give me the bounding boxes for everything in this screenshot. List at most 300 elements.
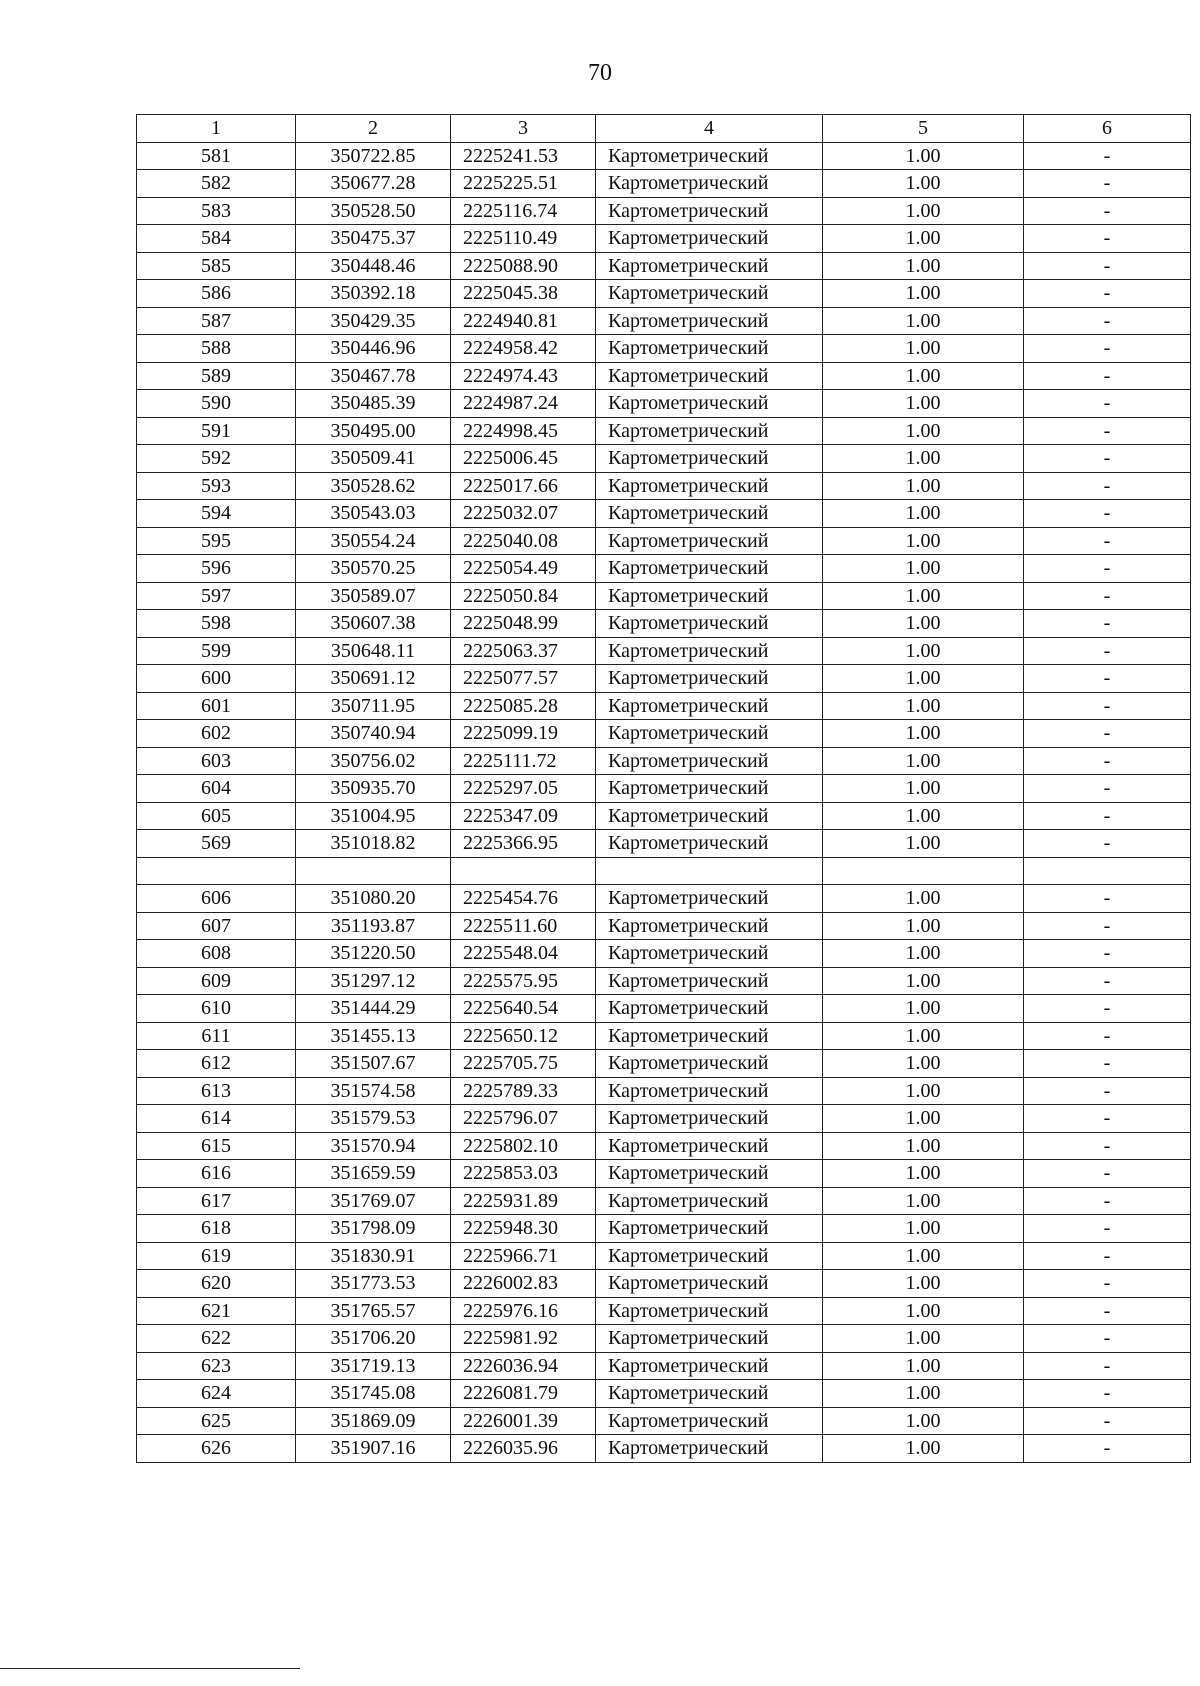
point-number-cell: 616 bbox=[137, 1160, 296, 1188]
point-number-cell: 589 bbox=[137, 362, 296, 390]
point-number-cell: 608 bbox=[137, 940, 296, 968]
table-row bbox=[137, 1215, 1191, 1243]
method-cell: Картометрический bbox=[596, 500, 823, 528]
accuracy-cell: 1.00 bbox=[823, 142, 1024, 170]
y-coordinate-cell: 2226001.39 bbox=[451, 1407, 596, 1435]
note-cell: - bbox=[1024, 225, 1191, 253]
y-coordinate-cell: 2225241.53 bbox=[451, 142, 596, 170]
point-number-cell: 582 bbox=[137, 170, 296, 198]
point-number-cell: 584 bbox=[137, 225, 296, 253]
x-coordinate-cell: 350509.41 bbox=[296, 445, 451, 473]
table-row bbox=[137, 170, 1191, 198]
method-cell: Картометрический bbox=[596, 445, 823, 473]
note-cell: - bbox=[1024, 1077, 1191, 1105]
method-cell: Картометрический bbox=[596, 1050, 823, 1078]
method-cell: Картометрический bbox=[596, 582, 823, 610]
note-cell: - bbox=[1024, 582, 1191, 610]
point-number-cell: 606 bbox=[137, 885, 296, 913]
table-row bbox=[137, 857, 1191, 885]
x-coordinate-cell: 351579.53 bbox=[296, 1105, 451, 1133]
point-number-cell: 623 bbox=[137, 1352, 296, 1380]
x-coordinate-cell: 351706.20 bbox=[296, 1325, 451, 1353]
x-coordinate-cell: 350485.39 bbox=[296, 390, 451, 418]
note-cell: - bbox=[1024, 995, 1191, 1023]
x-coordinate-cell: 351907.16 bbox=[296, 1435, 451, 1463]
y-coordinate-cell: 2225705.75 bbox=[451, 1050, 596, 1078]
point-number-cell: 619 bbox=[137, 1242, 296, 1270]
note-cell: - bbox=[1024, 885, 1191, 913]
accuracy-cell: 1.00 bbox=[823, 1160, 1024, 1188]
y-coordinate-cell: 2225040.08 bbox=[451, 527, 596, 555]
table-row bbox=[137, 1242, 1191, 1270]
note-cell: - bbox=[1024, 335, 1191, 363]
x-coordinate-cell: 350528.50 bbox=[296, 197, 451, 225]
x-coordinate-cell: 351765.57 bbox=[296, 1297, 451, 1325]
y-coordinate-cell: 2226002.83 bbox=[451, 1270, 596, 1298]
table-row bbox=[137, 500, 1191, 528]
accuracy-cell: 1.00 bbox=[823, 280, 1024, 308]
table-row bbox=[137, 197, 1191, 225]
accuracy-cell: 1.00 bbox=[823, 720, 1024, 748]
accuracy-cell: 1.00 bbox=[823, 417, 1024, 445]
method-cell: Картометрический bbox=[596, 197, 823, 225]
point-number-cell: 614 bbox=[137, 1105, 296, 1133]
accuracy-cell: 1.00 bbox=[823, 967, 1024, 995]
note-cell: - bbox=[1024, 1215, 1191, 1243]
table-row bbox=[137, 142, 1191, 170]
x-coordinate-cell: 351769.07 bbox=[296, 1187, 451, 1215]
accuracy-cell: 1.00 bbox=[823, 1132, 1024, 1160]
accuracy-cell: 1.00 bbox=[823, 1380, 1024, 1408]
accuracy-cell: 1.00 bbox=[823, 252, 1024, 280]
accuracy-cell: 1.00 bbox=[823, 197, 1024, 225]
x-coordinate-cell: 351869.09 bbox=[296, 1407, 451, 1435]
y-coordinate-cell: 2225548.04 bbox=[451, 940, 596, 968]
x-coordinate-cell: 350448.46 bbox=[296, 252, 451, 280]
y-coordinate-cell: 2224987.24 bbox=[451, 390, 596, 418]
point-number-cell: 610 bbox=[137, 995, 296, 1023]
accuracy-cell: 1.00 bbox=[823, 995, 1024, 1023]
note-cell: - bbox=[1024, 197, 1191, 225]
table-row bbox=[137, 912, 1191, 940]
table-row bbox=[137, 472, 1191, 500]
method-cell: Картометрический bbox=[596, 335, 823, 363]
table-row bbox=[137, 692, 1191, 720]
table-row bbox=[137, 362, 1191, 390]
accuracy-cell bbox=[823, 857, 1024, 885]
table-row bbox=[137, 1435, 1191, 1463]
note-cell: - bbox=[1024, 720, 1191, 748]
method-cell: Картометрический bbox=[596, 1270, 823, 1298]
point-number-cell: 602 bbox=[137, 720, 296, 748]
note-cell: - bbox=[1024, 1132, 1191, 1160]
x-coordinate-cell: 350756.02 bbox=[296, 747, 451, 775]
table-row bbox=[137, 225, 1191, 253]
table-row bbox=[137, 1407, 1191, 1435]
note-cell: - bbox=[1024, 280, 1191, 308]
note-cell: - bbox=[1024, 1435, 1191, 1463]
note-cell: - bbox=[1024, 747, 1191, 775]
accuracy-cell: 1.00 bbox=[823, 830, 1024, 858]
y-coordinate-cell: 2225054.49 bbox=[451, 555, 596, 583]
accuracy-cell: 1.00 bbox=[823, 692, 1024, 720]
point-number-cell: 618 bbox=[137, 1215, 296, 1243]
note-cell: - bbox=[1024, 362, 1191, 390]
accuracy-cell: 1.00 bbox=[823, 582, 1024, 610]
x-coordinate-cell: 350495.00 bbox=[296, 417, 451, 445]
method-cell: Картометрический bbox=[596, 390, 823, 418]
y-coordinate-cell: 2225789.33 bbox=[451, 1077, 596, 1105]
point-number-cell: 591 bbox=[137, 417, 296, 445]
method-cell: Картометрический bbox=[596, 472, 823, 500]
x-coordinate-cell: 350467.78 bbox=[296, 362, 451, 390]
coordinates-table bbox=[136, 114, 1191, 1463]
point-number-cell: 622 bbox=[137, 1325, 296, 1353]
x-coordinate-cell: 350570.25 bbox=[296, 555, 451, 583]
x-coordinate-cell: 350711.95 bbox=[296, 692, 451, 720]
point-number-cell: 596 bbox=[137, 555, 296, 583]
accuracy-cell: 1.00 bbox=[823, 362, 1024, 390]
method-cell: Картометрический bbox=[596, 1407, 823, 1435]
accuracy-cell: 1.00 bbox=[823, 500, 1024, 528]
table-row bbox=[137, 280, 1191, 308]
table-row bbox=[137, 610, 1191, 638]
point-number-cell: 604 bbox=[137, 775, 296, 803]
x-coordinate-cell: 350607.38 bbox=[296, 610, 451, 638]
point-number-cell: 617 bbox=[137, 1187, 296, 1215]
point-number-cell: 603 bbox=[137, 747, 296, 775]
accuracy-cell: 1.00 bbox=[823, 1435, 1024, 1463]
y-coordinate-cell: 2225347.09 bbox=[451, 802, 596, 830]
accuracy-cell: 1.00 bbox=[823, 885, 1024, 913]
x-coordinate-cell: 350691.12 bbox=[296, 665, 451, 693]
x-coordinate-cell: 351507.67 bbox=[296, 1050, 451, 1078]
point-number-cell: 581 bbox=[137, 142, 296, 170]
accuracy-cell: 1.00 bbox=[823, 1022, 1024, 1050]
table-row bbox=[137, 720, 1191, 748]
point-number-cell: 612 bbox=[137, 1050, 296, 1078]
method-cell bbox=[596, 857, 823, 885]
method-cell: Картометрический bbox=[596, 940, 823, 968]
table-row bbox=[137, 417, 1191, 445]
point-number-cell: 594 bbox=[137, 500, 296, 528]
table-row bbox=[137, 802, 1191, 830]
point-number-cell: 592 bbox=[137, 445, 296, 473]
table-row bbox=[137, 1325, 1191, 1353]
table-row bbox=[137, 1297, 1191, 1325]
y-coordinate-cell: 2225575.95 bbox=[451, 967, 596, 995]
method-cell: Картометрический bbox=[596, 417, 823, 445]
x-coordinate-cell: 351004.95 bbox=[296, 802, 451, 830]
x-coordinate-cell: 351719.13 bbox=[296, 1352, 451, 1380]
table-body bbox=[137, 142, 1191, 1462]
note-cell: - bbox=[1024, 802, 1191, 830]
method-cell: Картометрический bbox=[596, 1215, 823, 1243]
note-cell: - bbox=[1024, 1270, 1191, 1298]
column-header-1: 1 bbox=[137, 115, 296, 143]
point-number-cell: 615 bbox=[137, 1132, 296, 1160]
y-coordinate-cell bbox=[451, 857, 596, 885]
x-coordinate-cell: 351798.09 bbox=[296, 1215, 451, 1243]
method-cell: Картометрический bbox=[596, 637, 823, 665]
note-cell: - bbox=[1024, 252, 1191, 280]
y-coordinate-cell: 2224998.45 bbox=[451, 417, 596, 445]
note-cell: - bbox=[1024, 912, 1191, 940]
note-cell: - bbox=[1024, 1187, 1191, 1215]
x-coordinate-cell: 351444.29 bbox=[296, 995, 451, 1023]
note-cell: - bbox=[1024, 417, 1191, 445]
method-cell: Картометрический bbox=[596, 1077, 823, 1105]
method-cell: Картометрический bbox=[596, 885, 823, 913]
x-coordinate-cell: 351570.94 bbox=[296, 1132, 451, 1160]
accuracy-cell: 1.00 bbox=[823, 527, 1024, 555]
column-header-4: 4 bbox=[596, 115, 823, 143]
table-row bbox=[137, 527, 1191, 555]
x-coordinate-cell: 351018.82 bbox=[296, 830, 451, 858]
y-coordinate-cell: 2225796.07 bbox=[451, 1105, 596, 1133]
column-header-6: 6 bbox=[1024, 115, 1191, 143]
method-cell: Картометрический bbox=[596, 830, 823, 858]
note-cell: - bbox=[1024, 390, 1191, 418]
x-coordinate-cell: 351297.12 bbox=[296, 967, 451, 995]
point-number-cell: 625 bbox=[137, 1407, 296, 1435]
note-cell: - bbox=[1024, 170, 1191, 198]
x-coordinate-cell: 351080.20 bbox=[296, 885, 451, 913]
table-row bbox=[137, 307, 1191, 335]
method-cell: Картометрический bbox=[596, 1187, 823, 1215]
accuracy-cell: 1.00 bbox=[823, 225, 1024, 253]
y-coordinate-cell: 2225802.10 bbox=[451, 1132, 596, 1160]
note-cell: - bbox=[1024, 1242, 1191, 1270]
y-coordinate-cell: 2225511.60 bbox=[451, 912, 596, 940]
method-cell: Картометрический bbox=[596, 1297, 823, 1325]
point-number-cell: 588 bbox=[137, 335, 296, 363]
x-coordinate-cell: 351773.53 bbox=[296, 1270, 451, 1298]
table-row bbox=[137, 1352, 1191, 1380]
table-row bbox=[137, 582, 1191, 610]
y-coordinate-cell: 2225111.72 bbox=[451, 747, 596, 775]
table-row bbox=[137, 1187, 1191, 1215]
table-row bbox=[137, 1050, 1191, 1078]
x-coordinate-cell: 351220.50 bbox=[296, 940, 451, 968]
point-number-cell: 599 bbox=[137, 637, 296, 665]
y-coordinate-cell: 2225110.49 bbox=[451, 225, 596, 253]
y-coordinate-cell: 2225077.57 bbox=[451, 665, 596, 693]
x-coordinate-cell: 351574.58 bbox=[296, 1077, 451, 1105]
y-coordinate-cell: 2225966.71 bbox=[451, 1242, 596, 1270]
point-number-cell: 586 bbox=[137, 280, 296, 308]
column-header-5: 5 bbox=[823, 115, 1024, 143]
y-coordinate-cell: 2225116.74 bbox=[451, 197, 596, 225]
method-cell: Картометрический bbox=[596, 610, 823, 638]
note-cell: - bbox=[1024, 1297, 1191, 1325]
x-coordinate-cell: 350528.62 bbox=[296, 472, 451, 500]
x-coordinate-cell: 350543.03 bbox=[296, 500, 451, 528]
note-cell: - bbox=[1024, 940, 1191, 968]
x-coordinate-cell: 351745.08 bbox=[296, 1380, 451, 1408]
table-row bbox=[137, 967, 1191, 995]
method-cell: Картометрический bbox=[596, 170, 823, 198]
method-cell: Картометрический bbox=[596, 1325, 823, 1353]
y-coordinate-cell: 2225948.30 bbox=[451, 1215, 596, 1243]
accuracy-cell: 1.00 bbox=[823, 390, 1024, 418]
point-number-cell: 600 bbox=[137, 665, 296, 693]
point-number-cell: 611 bbox=[137, 1022, 296, 1050]
note-cell: - bbox=[1024, 610, 1191, 638]
x-coordinate-cell: 350740.94 bbox=[296, 720, 451, 748]
note-cell: - bbox=[1024, 500, 1191, 528]
y-coordinate-cell: 2226081.79 bbox=[451, 1380, 596, 1408]
y-coordinate-cell: 2225931.89 bbox=[451, 1187, 596, 1215]
x-coordinate-cell: 350677.28 bbox=[296, 170, 451, 198]
table-row bbox=[137, 1270, 1191, 1298]
table-row bbox=[137, 665, 1191, 693]
point-number-cell: 607 bbox=[137, 912, 296, 940]
note-cell: - bbox=[1024, 1022, 1191, 1050]
accuracy-cell: 1.00 bbox=[823, 1352, 1024, 1380]
table-row bbox=[137, 637, 1191, 665]
y-coordinate-cell: 2225006.45 bbox=[451, 445, 596, 473]
accuracy-cell: 1.00 bbox=[823, 1215, 1024, 1243]
method-cell: Картометрический bbox=[596, 555, 823, 583]
point-number-cell bbox=[137, 857, 296, 885]
method-cell: Картометрический bbox=[596, 280, 823, 308]
y-coordinate-cell: 2225088.90 bbox=[451, 252, 596, 280]
x-coordinate-cell: 350475.37 bbox=[296, 225, 451, 253]
page-number: 70 bbox=[588, 60, 612, 86]
y-coordinate-cell: 2225063.37 bbox=[451, 637, 596, 665]
note-cell: - bbox=[1024, 527, 1191, 555]
note-cell: - bbox=[1024, 1050, 1191, 1078]
point-number-cell: 593 bbox=[137, 472, 296, 500]
y-coordinate-cell: 2225976.16 bbox=[451, 1297, 596, 1325]
table-row bbox=[137, 252, 1191, 280]
point-number-cell: 595 bbox=[137, 527, 296, 555]
note-cell bbox=[1024, 857, 1191, 885]
note-cell: - bbox=[1024, 142, 1191, 170]
method-cell: Картометрический bbox=[596, 1105, 823, 1133]
accuracy-cell: 1.00 bbox=[823, 445, 1024, 473]
point-number-cell: 620 bbox=[137, 1270, 296, 1298]
column-header-2: 2 bbox=[296, 115, 451, 143]
accuracy-cell: 1.00 bbox=[823, 1077, 1024, 1105]
accuracy-cell: 1.00 bbox=[823, 555, 1024, 583]
accuracy-cell: 1.00 bbox=[823, 307, 1024, 335]
table-row bbox=[137, 940, 1191, 968]
note-cell: - bbox=[1024, 830, 1191, 858]
point-number-cell: 597 bbox=[137, 582, 296, 610]
accuracy-cell: 1.00 bbox=[823, 1407, 1024, 1435]
x-coordinate-cell: 351455.13 bbox=[296, 1022, 451, 1050]
x-coordinate-cell: 350589.07 bbox=[296, 582, 451, 610]
method-cell: Картометрический bbox=[596, 142, 823, 170]
method-cell: Картометрический bbox=[596, 912, 823, 940]
y-coordinate-cell: 2225297.05 bbox=[451, 775, 596, 803]
x-coordinate-cell: 350935.70 bbox=[296, 775, 451, 803]
point-number-cell: 613 bbox=[137, 1077, 296, 1105]
accuracy-cell: 1.00 bbox=[823, 1050, 1024, 1078]
method-cell: Картометрический bbox=[596, 720, 823, 748]
note-cell: - bbox=[1024, 1105, 1191, 1133]
accuracy-cell: 1.00 bbox=[823, 170, 1024, 198]
accuracy-cell: 1.00 bbox=[823, 1105, 1024, 1133]
x-coordinate-cell: 350554.24 bbox=[296, 527, 451, 555]
accuracy-cell: 1.00 bbox=[823, 472, 1024, 500]
accuracy-cell: 1.00 bbox=[823, 802, 1024, 830]
y-coordinate-cell: 2225032.07 bbox=[451, 500, 596, 528]
y-coordinate-cell: 2225366.95 bbox=[451, 830, 596, 858]
method-cell: Картометрический bbox=[596, 1160, 823, 1188]
y-coordinate-cell: 2225048.99 bbox=[451, 610, 596, 638]
point-number-cell: 590 bbox=[137, 390, 296, 418]
y-coordinate-cell: 2224974.43 bbox=[451, 362, 596, 390]
point-number-cell: 626 bbox=[137, 1435, 296, 1463]
note-cell: - bbox=[1024, 967, 1191, 995]
point-number-cell: 585 bbox=[137, 252, 296, 280]
table-row bbox=[137, 445, 1191, 473]
method-cell: Картометрический bbox=[596, 995, 823, 1023]
accuracy-cell: 1.00 bbox=[823, 610, 1024, 638]
table-row bbox=[137, 1160, 1191, 1188]
method-cell: Картометрический bbox=[596, 747, 823, 775]
point-number-cell: 609 bbox=[137, 967, 296, 995]
table-row bbox=[137, 830, 1191, 858]
method-cell: Картометрический bbox=[596, 527, 823, 555]
footer-rule bbox=[0, 1668, 300, 1669]
table-row bbox=[137, 390, 1191, 418]
method-cell: Картометрический bbox=[596, 1435, 823, 1463]
y-coordinate-cell: 2225085.28 bbox=[451, 692, 596, 720]
accuracy-cell: 1.00 bbox=[823, 637, 1024, 665]
x-coordinate-cell: 350648.11 bbox=[296, 637, 451, 665]
table-row bbox=[137, 555, 1191, 583]
point-number-cell: 605 bbox=[137, 802, 296, 830]
accuracy-cell: 1.00 bbox=[823, 1270, 1024, 1298]
point-number-cell: 621 bbox=[137, 1297, 296, 1325]
y-coordinate-cell: 2225225.51 bbox=[451, 170, 596, 198]
accuracy-cell: 1.00 bbox=[823, 1187, 1024, 1215]
point-number-cell: 598 bbox=[137, 610, 296, 638]
x-coordinate-cell bbox=[296, 857, 451, 885]
y-coordinate-cell: 2225853.03 bbox=[451, 1160, 596, 1188]
y-coordinate-cell: 2226035.96 bbox=[451, 1435, 596, 1463]
method-cell: Картометрический bbox=[596, 1132, 823, 1160]
y-coordinate-cell: 2225454.76 bbox=[451, 885, 596, 913]
table-row bbox=[137, 1132, 1191, 1160]
accuracy-cell: 1.00 bbox=[823, 912, 1024, 940]
x-coordinate-cell: 351659.59 bbox=[296, 1160, 451, 1188]
x-coordinate-cell: 350429.35 bbox=[296, 307, 451, 335]
x-coordinate-cell: 350392.18 bbox=[296, 280, 451, 308]
accuracy-cell: 1.00 bbox=[823, 1242, 1024, 1270]
column-header-3: 3 bbox=[451, 115, 596, 143]
y-coordinate-cell: 2225650.12 bbox=[451, 1022, 596, 1050]
note-cell: - bbox=[1024, 665, 1191, 693]
note-cell: - bbox=[1024, 472, 1191, 500]
y-coordinate-cell: 2224940.81 bbox=[451, 307, 596, 335]
method-cell: Картометрический bbox=[596, 802, 823, 830]
accuracy-cell: 1.00 bbox=[823, 665, 1024, 693]
note-cell: - bbox=[1024, 637, 1191, 665]
accuracy-cell: 1.00 bbox=[823, 335, 1024, 363]
method-cell: Картометрический bbox=[596, 692, 823, 720]
y-coordinate-cell: 2225045.38 bbox=[451, 280, 596, 308]
point-number-cell: 624 bbox=[137, 1380, 296, 1408]
y-coordinate-cell: 2225050.84 bbox=[451, 582, 596, 610]
method-cell: Картометрический bbox=[596, 1380, 823, 1408]
note-cell: - bbox=[1024, 307, 1191, 335]
y-coordinate-cell: 2225017.66 bbox=[451, 472, 596, 500]
